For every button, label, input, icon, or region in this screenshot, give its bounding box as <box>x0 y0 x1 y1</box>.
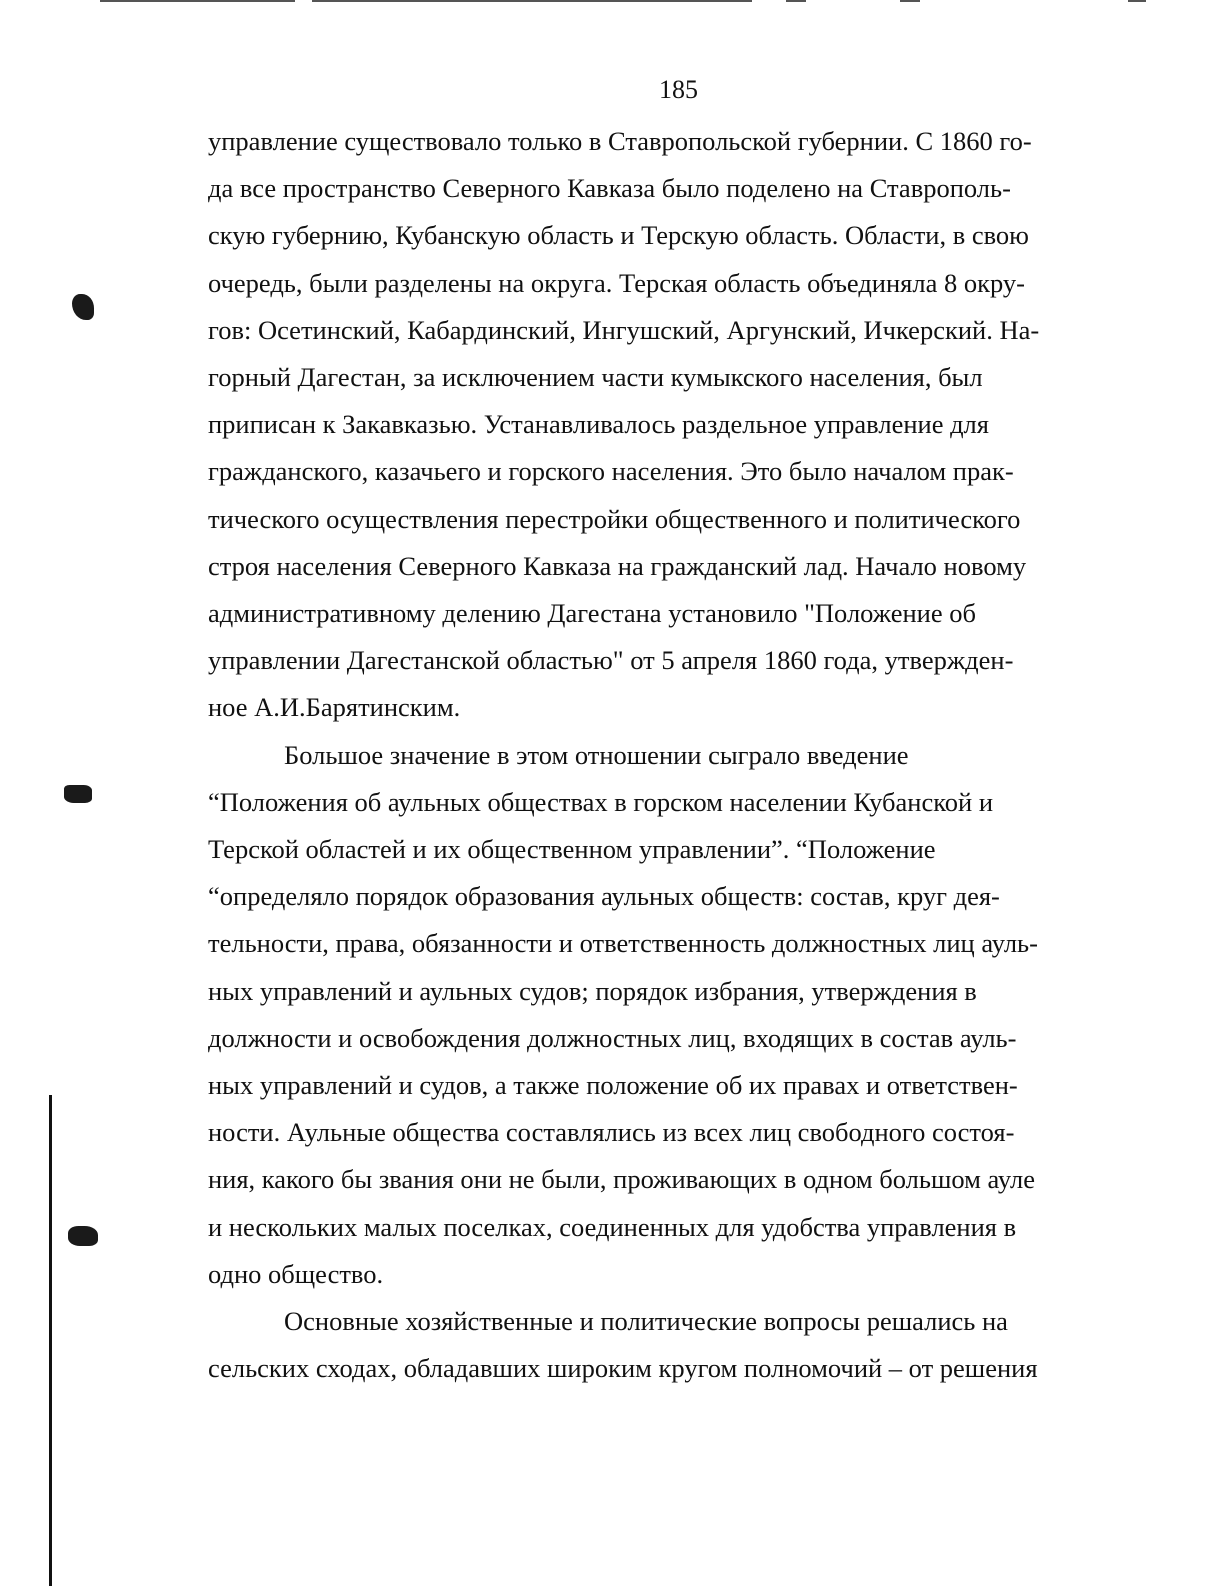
left-margin-line <box>49 1095 52 1586</box>
top-scan-rule <box>900 0 920 2</box>
top-scan-rule <box>1128 0 1146 2</box>
page-number: 185 <box>659 75 698 104</box>
paragraph-1: управление существовало только в Ставропольской губернии. С 1860 го- да все пространство Северного Кавказа было поделено на Ставрополь- скую губернию, Кубанскую область и Терскую область. Области, в свою очередь, были разделены на округа. Терская область объединяла 8 окру- гов: Осетинский, Кабардинский, Ингушский, Аргунский, Ичкерский. На- горный Дагестан, за исключением части кумыкского населения, был приписан к Закавказью. Устанавливалось раздельное управление для гражданского, казачьего и горского населения. Это было началом прак- тического осуществления перестройки общественного и политического строя населения Северного Кавказа на гражданский лад. Начало новому административному делению Дагестана установило "Положение об управлении Дагестанской областью" от 5 апреля 1860 года, утвержден- ное А.И.Барятинским. <box>208 126 1040 723</box>
ink-blot <box>64 785 92 803</box>
top-scan-rule <box>100 0 295 2</box>
paragraph-2: Большое значение в этом отношении сыграло введение “Положения об аульных обществах в горском населении Кубанской и Терской областей и их общественном управлении”. “Положение “определяло порядок образования аульных обществ: состав, круг дея- тельности, права, обязанности и ответственность должностных лиц ауль- ных управлений и аульных судов; порядок избрания, утверждения в должности и освобождения должностных лиц, входящих в состав ауль- ных управлений и судов, а также положение об их правах и ответствен- ности. Аульные общества составлялись из всех лиц свободного состоя- ния, какого бы звания они не были, проживающих в одном большом ауле и нескольких малых поселках, соединенных для удобства управления в одно общество. <box>208 739 1038 1289</box>
ink-blot <box>68 1226 98 1246</box>
ink-blot <box>72 294 94 320</box>
page-body <box>208 118 1090 1392</box>
paragraph-3: Основные хозяйственные и политические вопросы решались на сельских сходах, обладавших широким кругом полномочий – от решения <box>208 1306 1038 1384</box>
top-scan-rule <box>786 0 806 2</box>
top-scan-rule <box>312 0 752 2</box>
